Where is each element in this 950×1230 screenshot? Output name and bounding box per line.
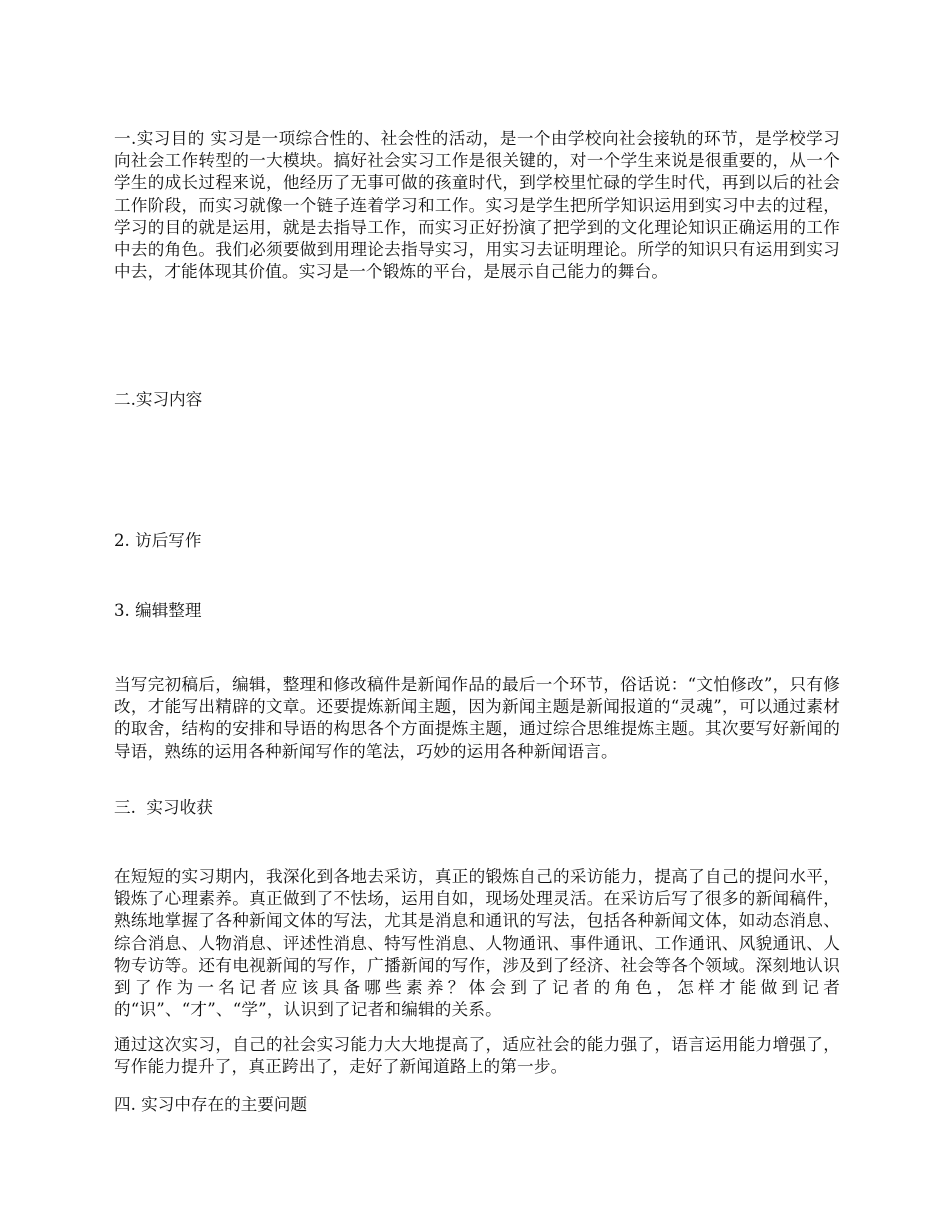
item2-heading: 2. 访后写作: [114, 531, 202, 550]
gains-paragraph-2: 通过这次实习，自己的社会实习能力大大地提高了，适应社会的能力强了，语言运用能力增强了，写作能力提升了，真正跨出了，走好了新闻道路上的第一步。: [114, 1035, 840, 1077]
section2-heading: 二.实习内容: [114, 390, 203, 409]
editing-paragraph: 当写完初稿后，编辑，整理和修改稿件是新闻作品的最后一个环节，俗话说：“文怕修改”，只有修改，才能写出精辟的文章。还要提炼新闻主题，因为新闻主题是新闻报道的“灵魂”，可以通过素材的取舍，结构的安排和导语的构思各个方面提炼主题，通过综合思维提炼主题。其次要写好新闻的导语，熟练的运用各种新闻写作的笔法，巧妙的运用各种新闻语言。: [114, 675, 840, 761]
item3-heading: 3. 编辑整理: [114, 601, 202, 620]
section1-paragraph: 一.实习目的 实习是一项综合性的、社会性的活动，是一个由学校向社会接轨的环节，是学校学习向社会工作转型的一大模块。搞好社会实习工作是很关键的，对一个学生来说是很重要的，从一个学生的成长过程来说，他经历了无事可做的孩童时代，到学校里忙碌的学生时代，再到以后的社会工作阶段，而实习就像一个链子连着学习和工作。实习是学生把所学知识运用到实习中去的过程，学习的目的就是运用，就是去指导工作，而实习正好扮演了把学到的文化理论知识正确运用的工作中去的角色。我们必须要做到用理论去指导实习，用实习去证明理论。所学的知识只有运用到实习中去，才能体现其价值。实习是一个锻炼的平台，是展示自己能力的舞台。: [114, 129, 840, 282]
gains-paragraph-1: 在短短的实习期内，我深化到各地去采访，真正的锻炼自己的采访能力，提高了自己的提问水平，锻炼了心理素养。真正做到了不怯场，运用自如，现场处理灵活。在采访后写了很多的新闻稿件，熟练地掌握了各种新闻文体的写法，尤其是消息和通讯的写法，包括各种新闻文体，如动态消息、综合消息、人物消息、评述性消息、特写性消息、人物通讯、事件通讯、工作通讯、风貌通讯、人物专访等。还有电视新闻的写作，广播新闻的写作，涉及到了经济、社会等各个领域。深刻地认识到了作为一名记者应该具备哪些素养？体会到了记者的角色，怎样才能做到记者的“识”、“才”、“学”，认识到了记者和编辑的关系。: [114, 867, 840, 1020]
section3-heading: 三. 实习收获: [114, 798, 213, 817]
section4-heading: 四. 实习中存在的主要问题: [114, 1095, 308, 1114]
